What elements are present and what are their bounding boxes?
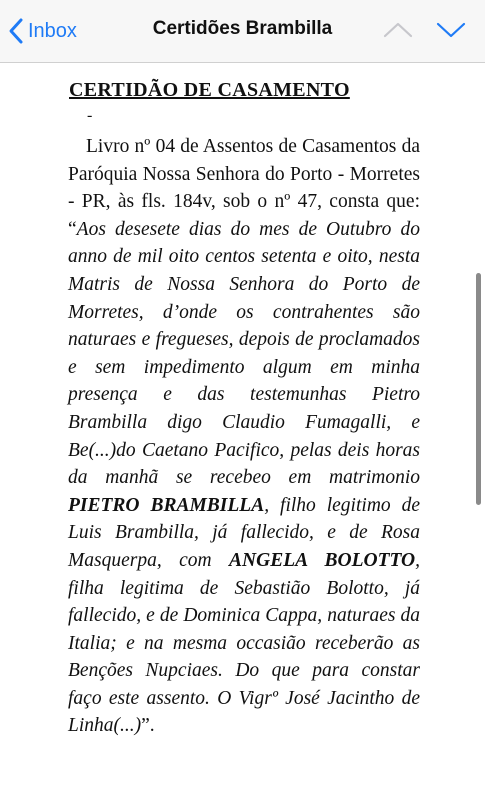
document-paragraph bbox=[68, 133, 420, 740]
back-to-inbox-button[interactable] bbox=[8, 16, 77, 46]
message-body bbox=[0, 63, 485, 800]
quote-text-3: , filha legitima de Sebastião Bolotto, já fallecido, e de Dominica Cappa, naturaes da Italia; e na mesma occasião receberão as Benções Nupciaes. Do que para constar faço este assento. O Vigrº José Jacintho de Linha(...) bbox=[68, 549, 420, 737]
message-subject-title: Certidões Brambilla bbox=[152, 18, 333, 39]
scrollbar[interactable] bbox=[476, 273, 481, 505]
bride-name: ANGELA BOLOTTO bbox=[229, 549, 416, 571]
chevron-down-icon bbox=[436, 20, 466, 40]
quote-text-2: , filho legitimo de Luis Brambilla, já fallecido, e de Rosa Masquerpa, com bbox=[68, 494, 420, 571]
navigation-bar bbox=[0, 0, 485, 63]
next-message-button[interactable] bbox=[436, 20, 466, 45]
back-label: Inbox bbox=[28, 19, 77, 42]
quote-text-1: Aos desesete dias do mes de Outubro do anno de mil oito centos setenta e oito, nesta Matris de Nossa Senhora do Porto de Morretes, d’onde os contrahentes são naturaes e fregueses, depois de proclamados e sem impedimento algum em minha presença e das testemunhas Pietro Brambilla digo Claudio Fumagalli, e Be(...)do Caetano Pacifico, pelas deis horas da manhã se recebeo em matrimonio bbox=[68, 218, 420, 489]
chevron-up-icon bbox=[383, 20, 413, 40]
closing-text: ”. bbox=[141, 715, 155, 737]
chevron-left-icon bbox=[8, 17, 24, 45]
previous-message-button[interactable] bbox=[383, 20, 413, 45]
intro-text: Livro nº 04 de Assentos de Casamentos da Paróquia Nossa Senhora do Porto - Morretes - PR, às fls. 184v, sob o nº 47, consta que: “ bbox=[68, 136, 420, 240]
groom-name: PIETRO BRAMBILLA bbox=[68, 494, 265, 516]
document-dash: - bbox=[87, 107, 93, 124]
document-title: CERTIDÃO DE CASAMENTO bbox=[69, 79, 350, 101]
